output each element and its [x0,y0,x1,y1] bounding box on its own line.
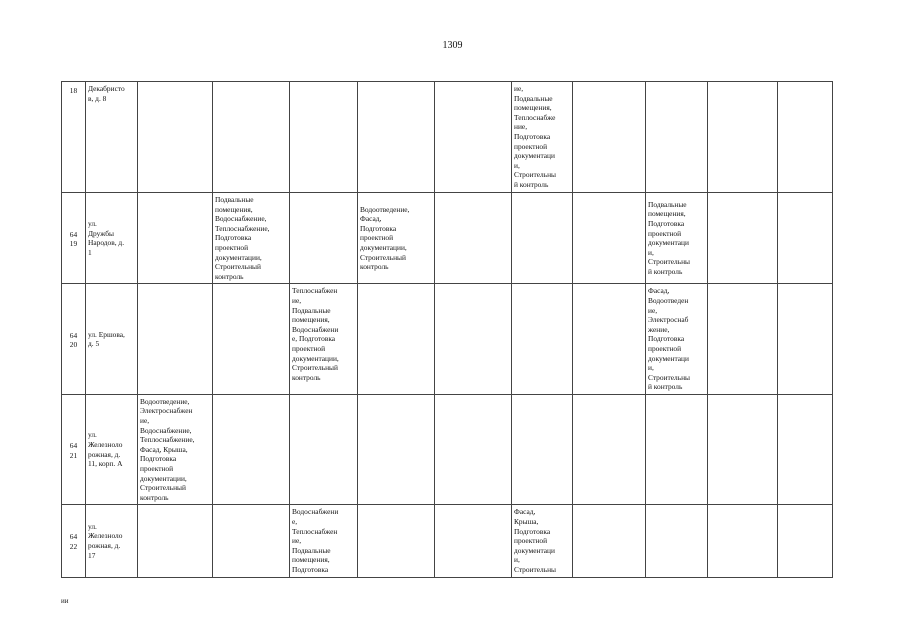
work-cell [358,284,435,395]
work-cell [213,82,290,193]
work-cell [435,394,512,505]
work-cell [435,193,512,284]
table-row [62,505,833,577]
work-cell: Подвальные помещения, Водоснабжение, Теплоснабжение, Подготовка проектной документации, Строительный контроль [213,193,290,284]
work-cell [778,193,833,284]
work-cell [435,505,512,577]
row-number: 64 20 [62,284,86,395]
work-cell [778,82,833,193]
work-cell [358,82,435,193]
work-cell [512,284,573,395]
row-number: 18 [62,82,86,193]
address-cell: ул. Дружбы Народов, д. 1 [86,193,138,284]
work-cell: ие, Подвальные помещения, Теплоснабже ние, Подготовка проектной документаци и, Строительны й контроль [512,82,573,193]
work-cell [290,394,358,505]
work-cell [358,394,435,505]
address-cell: ул. Железноло рожная, д. 17 [86,505,138,577]
work-cell [435,284,512,395]
work-cell [573,193,646,284]
work-cell [435,82,512,193]
work-cell [778,284,833,395]
repair-schedule-table [61,81,833,578]
work-cell [512,394,573,505]
work-cell [358,505,435,577]
work-cell: Фасад, Крыша, Подготовка проектной документаци и, Строительны [512,505,573,577]
work-cell [646,505,708,577]
work-cell [778,394,833,505]
work-cell [213,394,290,505]
work-cell [708,394,778,505]
work-cell: Водоотведение, Электроснабжен ие, Водоснабжение, Теплоснабжение, Фасад, Крыша, Подготовка проектной документации, Строительный контроль [138,394,213,505]
footer-continuation: ии [61,597,69,605]
work-cell [512,193,573,284]
work-cell [573,284,646,395]
table-row [62,284,833,395]
work-cell [138,284,213,395]
work-cell [573,394,646,505]
work-cell [213,284,290,395]
work-cell: Водоотведение, Фасад, Подготовка проектной документации, Строительный контроль [358,193,435,284]
work-cell [138,505,213,577]
address-cell: Декабристо в, д. 8 [86,82,138,193]
work-cell [646,82,708,193]
work-cell [646,394,708,505]
work-cell: Теплоснабжен ие, Подвальные помещения, Водоснабжени е, Подготовка проектной документации, Строительный контроль [290,284,358,395]
work-cell [290,82,358,193]
address-cell: ул. Железноло рожная, д. 11, корп. А [86,394,138,505]
row-number: 64 21 [62,394,86,505]
table-row [62,394,833,505]
work-cell [138,82,213,193]
page-number: 1309 [442,40,463,51]
address-cell: ул. Ершова, д. 5 [86,284,138,395]
work-cell [708,193,778,284]
work-cell: Подвальные помещения, Подготовка проектной документаци и, Строительны й контроль [646,193,708,284]
work-cell [708,82,778,193]
table-row [62,193,833,284]
table-row [62,82,833,193]
row-number: 64 19 [62,193,86,284]
row-number: 64 22 [62,505,86,577]
work-cell [708,505,778,577]
work-cell [573,82,646,193]
work-cell [290,193,358,284]
work-cell [138,193,213,284]
work-cell [778,505,833,577]
work-cell: Фасад, Водоотведен ие, Электроснаб жение, Подготовка проектной документаци и, Строительны й контроль [646,284,708,395]
work-cell [708,284,778,395]
work-cell: Водоснабжени е, Теплоснабжен ие, Подвальные помещения, Подготовка [290,505,358,577]
work-cell [573,505,646,577]
work-cell [213,505,290,577]
